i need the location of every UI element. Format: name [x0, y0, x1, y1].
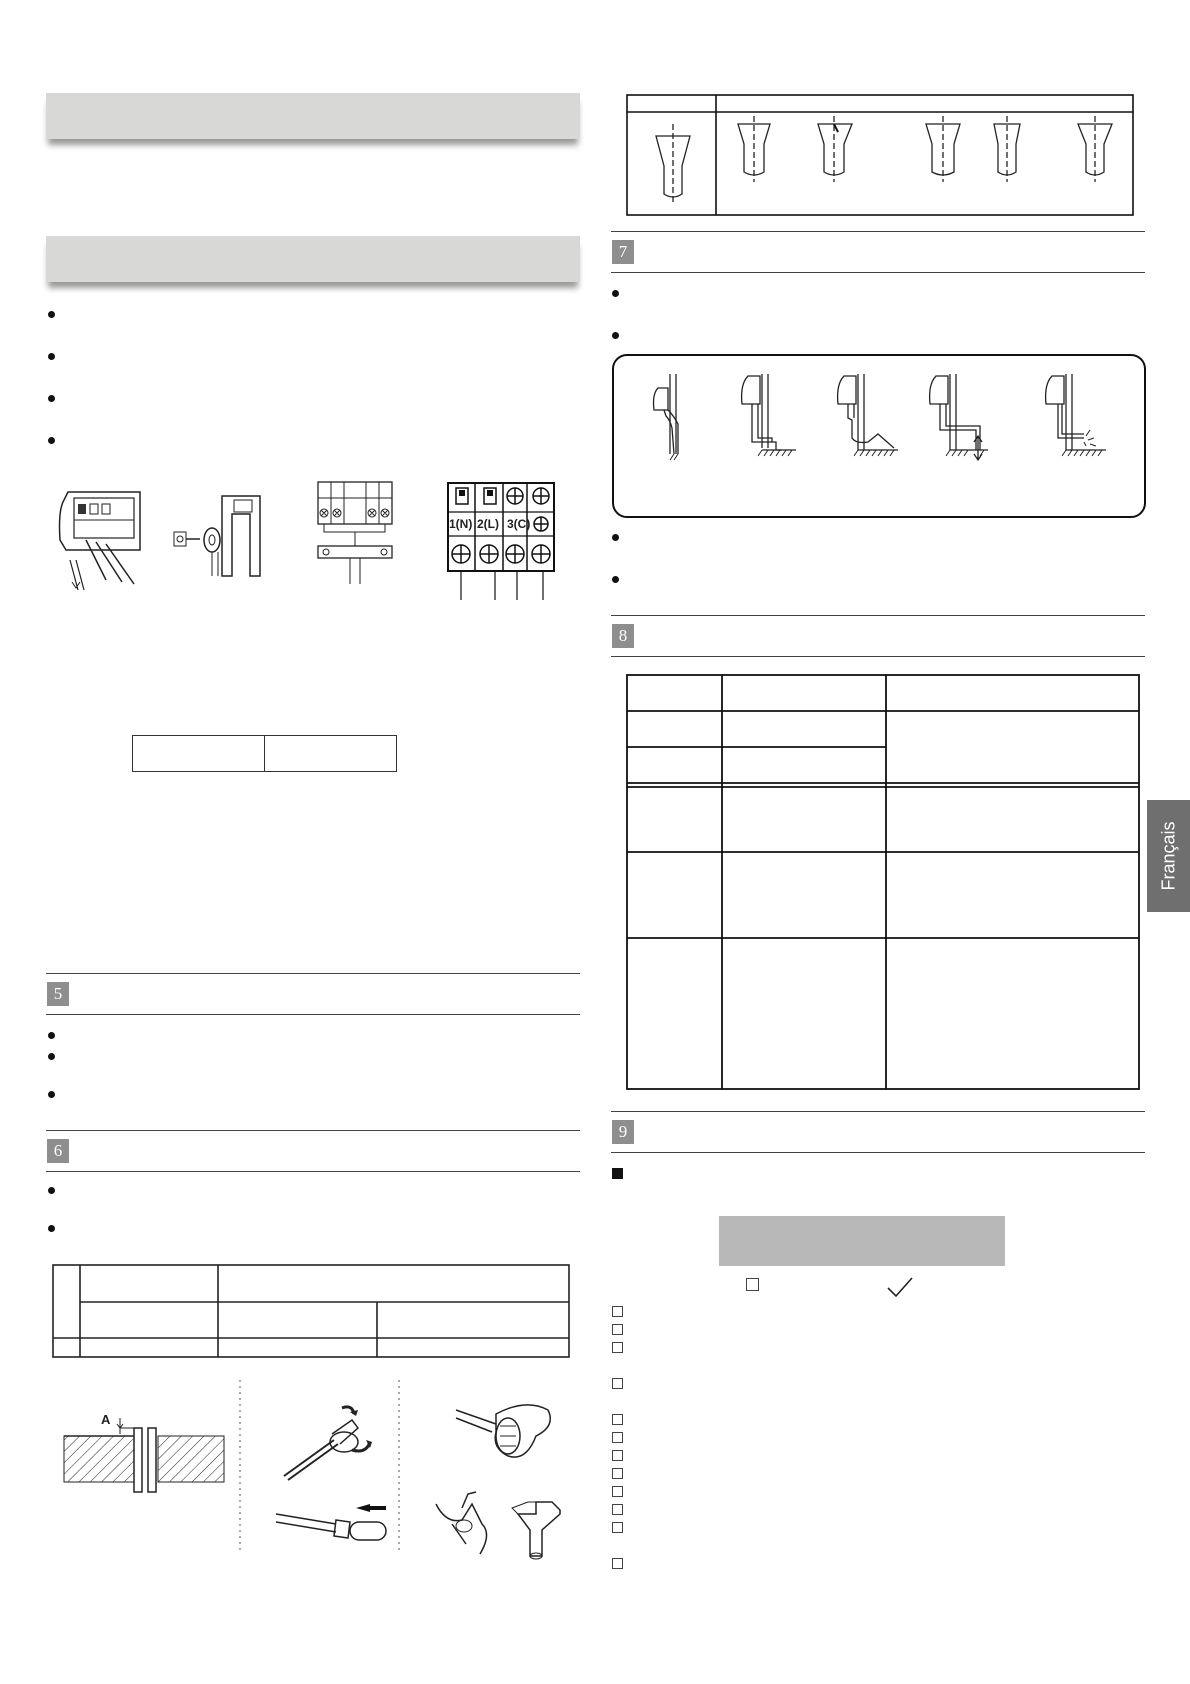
bullet-icon — [48, 1053, 55, 1060]
flare-inspection-table — [626, 94, 1134, 216]
checkbox-icon[interactable] — [612, 1324, 623, 1335]
earth-screw-illustration — [172, 490, 262, 578]
checkbox-icon[interactable] — [612, 1486, 623, 1497]
section-number-badge: 8 — [612, 624, 634, 648]
bullet-icon — [48, 1187, 55, 1194]
bullet-icon — [612, 534, 619, 541]
bullet-icon — [48, 1032, 55, 1039]
checkbox-icon[interactable] — [612, 1378, 623, 1389]
section-number-badge: 7 — [612, 240, 634, 264]
header-banner-1 — [46, 93, 580, 139]
checkbox-icon[interactable] — [612, 1558, 623, 1569]
language-tab[interactable] — [1147, 800, 1190, 912]
checkbox-icon[interactable] — [612, 1522, 623, 1533]
small-spec-table — [132, 735, 397, 772]
bullet-icon — [48, 437, 55, 444]
checkbox-icon[interactable] — [612, 1504, 623, 1515]
bullet-icon — [612, 576, 619, 583]
section-number-badge: 6 — [47, 1139, 69, 1163]
terminal-block-small-illustration — [316, 480, 394, 584]
troubleshooting-table — [626, 674, 1140, 1092]
section-9-header — [611, 1111, 1145, 1153]
checklist-header-box — [719, 1216, 1005, 1266]
flare-gauge-label: A — [101, 1412, 111, 1427]
flare-gauge-illustration — [60, 1410, 228, 1494]
header-banner-2 — [46, 236, 580, 282]
terminal-label-n: 1(N) — [449, 517, 473, 531]
section-5-header — [46, 973, 580, 1015]
square-bullet-icon — [612, 1168, 623, 1179]
section-8-header — [611, 615, 1145, 657]
bullet-icon — [48, 1225, 55, 1232]
checkbox-icon[interactable] — [612, 1306, 623, 1317]
divider-dotted-2 — [398, 1380, 400, 1550]
indoor-unit-wiring-illustration — [56, 490, 140, 600]
flare-dimension-table — [52, 1264, 570, 1358]
checkbox-icon — [746, 1278, 759, 1291]
bullet-icon — [612, 332, 619, 339]
section-6-header — [46, 1130, 580, 1172]
checkbox-icon[interactable] — [612, 1450, 623, 1461]
bullet-icon — [48, 311, 55, 318]
section-number-badge: 9 — [612, 1120, 634, 1144]
drain-pipe-illustration-box — [612, 354, 1146, 518]
flaring-tool-illustration — [432, 1484, 572, 1566]
checkmark-icon — [886, 1276, 914, 1298]
bullet-icon — [48, 1091, 55, 1098]
language-tab-label: Français — [1158, 821, 1178, 891]
outdoor-terminal-block-illustration — [447, 482, 555, 600]
checkbox-icon[interactable] — [612, 1414, 623, 1425]
bullet-icon — [48, 353, 55, 360]
terminal-label-l: 2(L) — [477, 517, 499, 531]
checkbox-icon[interactable] — [612, 1468, 623, 1479]
checkbox-icon[interactable] — [612, 1432, 623, 1443]
section-7-header — [611, 231, 1145, 273]
reamer-illustration — [276, 1500, 396, 1550]
section-number-badge: 5 — [47, 982, 69, 1006]
divider-dotted-1 — [239, 1380, 241, 1550]
bullet-icon — [48, 395, 55, 402]
bullet-icon — [612, 290, 619, 297]
checkbox-icon[interactable] — [612, 1342, 623, 1353]
pipe-cutter-illustration — [282, 1400, 382, 1480]
nut-tightening-illustration — [456, 1396, 556, 1476]
terminal-label-c: 3(C) — [507, 517, 531, 531]
